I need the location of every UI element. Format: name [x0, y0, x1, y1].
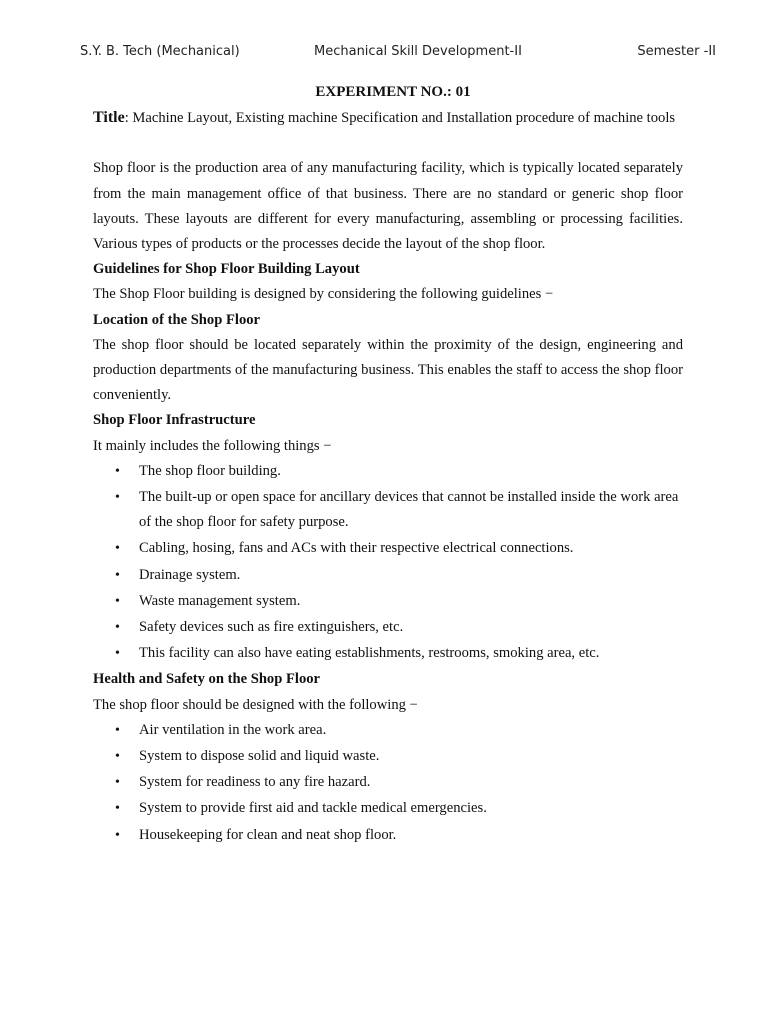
- location-text: The shop floor should be located separately within the proximity of the design, engineering and production departments of the manufacturing business. This enables the staff to access the shop floor conveniently.: [93, 336, 683, 404]
- health-list: [93, 718, 683, 848]
- infrastructure-text: It mainly includes the following things −: [93, 437, 332, 454]
- list-item: • Housekeeping for clean and neat shop floor.: [139, 823, 683, 848]
- guidelines-text: The Shop Floor building is designed by considering the following guidelines −: [93, 286, 554, 303]
- infrastructure-list: [93, 459, 683, 667]
- header-subject: Mechanical Skill Development-II: [314, 44, 522, 59]
- header-semester: Semester -II: [637, 44, 716, 59]
- page-header: [80, 44, 716, 64]
- list-item: • Drainage system.: [139, 563, 683, 588]
- title-label: Title: [93, 109, 125, 127]
- health-heading: Health and Safety on the Shop Floor: [93, 671, 321, 688]
- intro-paragraph: Shop floor is the production area of any manufacturing facility, which is typically located separately from the main management office of that business. There are no standard or generic shop floor layouts. These layouts are different for every manufacturing, assembling or processing facilities. Various types of products or the processes decide the layout of the shop floor.: [93, 160, 683, 253]
- list-item: • The built-up or open space for ancillary devices that cannot be installed inside the work area of the shop floor for safety purpose.: [139, 485, 683, 535]
- infrastructure-heading: Shop Floor Infrastructure: [93, 412, 256, 429]
- list-item: • This facility can also have eating establishments, restrooms, smoking area, etc.: [139, 641, 683, 666]
- list-item: • System for readiness to any fire hazard.: [139, 770, 683, 795]
- list-item: • Safety devices such as fire extinguishers, etc.: [139, 615, 683, 640]
- list-item: • Waste management system.: [139, 589, 683, 614]
- list-item: • System to provide first aid and tackle medical emergencies.: [139, 796, 683, 821]
- document-body: [93, 80, 683, 849]
- experiment-title: [93, 105, 683, 131]
- health-text: The shop floor should be designed with the following −: [93, 696, 418, 713]
- location-heading: Location of the Shop Floor: [93, 311, 261, 328]
- list-item: • System to dispose solid and liquid waste.: [139, 744, 683, 769]
- list-item: • Cabling, hosing, fans and ACs with their respective electrical connections.: [139, 536, 683, 561]
- list-item: • The shop floor building.: [139, 459, 683, 484]
- title-text: : Machine Layout, Existing machine Specification and Installation procedure of machine tools: [124, 110, 676, 127]
- list-item: • Air ventilation in the work area.: [139, 718, 683, 743]
- guidelines-heading: Guidelines for Shop Floor Building Layout: [93, 261, 360, 278]
- experiment-heading: EXPERIMENT NO.: 01: [315, 84, 471, 100]
- header-course: S.Y. B. Tech (Mechanical): [80, 44, 240, 59]
